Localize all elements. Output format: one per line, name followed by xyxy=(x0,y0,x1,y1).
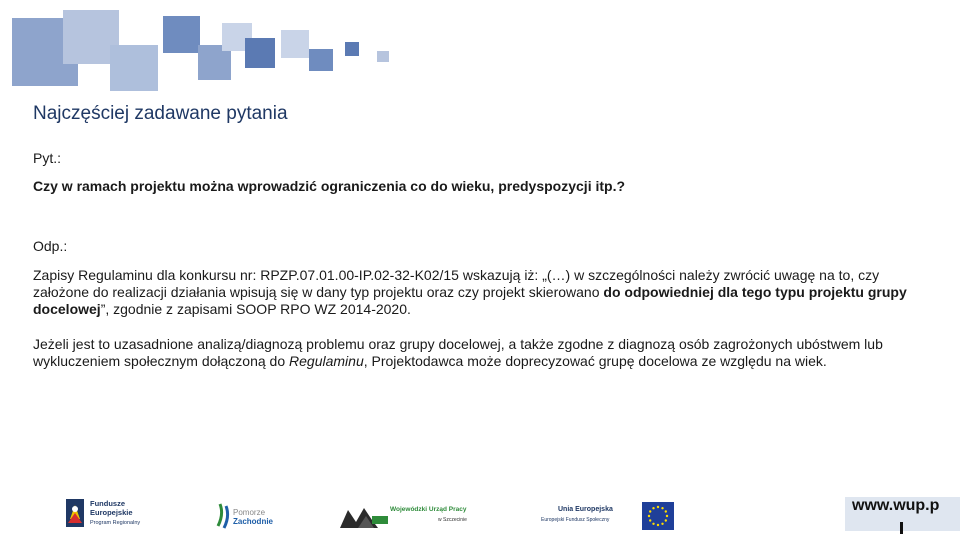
answer-paragraph-2 xyxy=(33,336,928,370)
fe-logo-line1: Fundusze xyxy=(90,499,125,508)
ue-logo-sub: Europejski Fundusz Społeczny xyxy=(541,517,610,523)
pz-logo-line1: Pomorze xyxy=(233,508,266,517)
pz-wave-icon xyxy=(215,500,233,530)
pomorze-zachodnie-logo xyxy=(215,500,285,532)
website-link[interactable]: www.wup.p xyxy=(852,497,940,514)
answer-p2-part2: , Projektodawca może doprecyzować grupę docelowa ze względu na wiek. xyxy=(363,353,827,369)
wup-building-icon xyxy=(338,502,388,530)
answer-label: Odp.: xyxy=(33,238,68,254)
fundusze-europejskie-logo xyxy=(64,497,156,531)
answer-p1-part1: Zapisy Regulaminu dla konkursu nr: RPZP.07.01.00-IP.02-32-K02/15 wskazują iż: „(…) w szczególności należy zwrócić uwagę na to, czy założone do realizacji działania wpisują się w dany typ projektu oraz czy projekt skierowano xyxy=(33,267,880,300)
fe-star-icon xyxy=(64,497,86,529)
fe-logo-text xyxy=(90,499,133,517)
question-text-bold: Czy w ramach projektu można wprowadzić ograniczenia co do wieku, predyspozycji itp.? xyxy=(33,178,626,194)
website-text-fragment xyxy=(900,522,903,534)
wup-logo-text: Wojewódzki Urząd Pracy xyxy=(390,506,467,513)
answer-paragraph-1 xyxy=(33,267,928,318)
wup-logo-sub: w Szczecinie xyxy=(438,517,467,523)
answer-p2-part1: Jeżeli jest to uzasadnione analizą/diagnozą problemu oraz grupy docelowej, a także zgodne z diagnozą osób zagrożonych ubóstwem lub wykluczeniem społecznym dołączoną do xyxy=(33,336,883,369)
pz-logo-line2: Zachodnie xyxy=(233,517,274,526)
page-title: Najczęściej zadawane pytania xyxy=(33,103,288,124)
fe-logo-sub: Program Regionalny xyxy=(90,520,141,526)
ue-logo-text: Unia Europejska xyxy=(558,506,613,513)
answer-p1-part2: ”, zgodnie z zapisami SOOP RPO WZ 2014-2020. xyxy=(100,301,411,317)
answer-p1-bold: do odpowiedniej dla tego typu projektu grupy docelowej xyxy=(33,284,907,317)
pz-logo-text xyxy=(233,508,273,526)
eu-flag-icon xyxy=(642,502,674,530)
question-text xyxy=(33,178,933,195)
wup-logo xyxy=(338,500,483,532)
question-label: Pyt.: xyxy=(33,150,62,166)
fe-logo-line2: Europejskie xyxy=(90,508,133,517)
unia-europejska-logo xyxy=(540,500,675,532)
decorative-squares xyxy=(0,0,420,100)
answer-p2-italic: Regulaminu xyxy=(289,353,364,369)
